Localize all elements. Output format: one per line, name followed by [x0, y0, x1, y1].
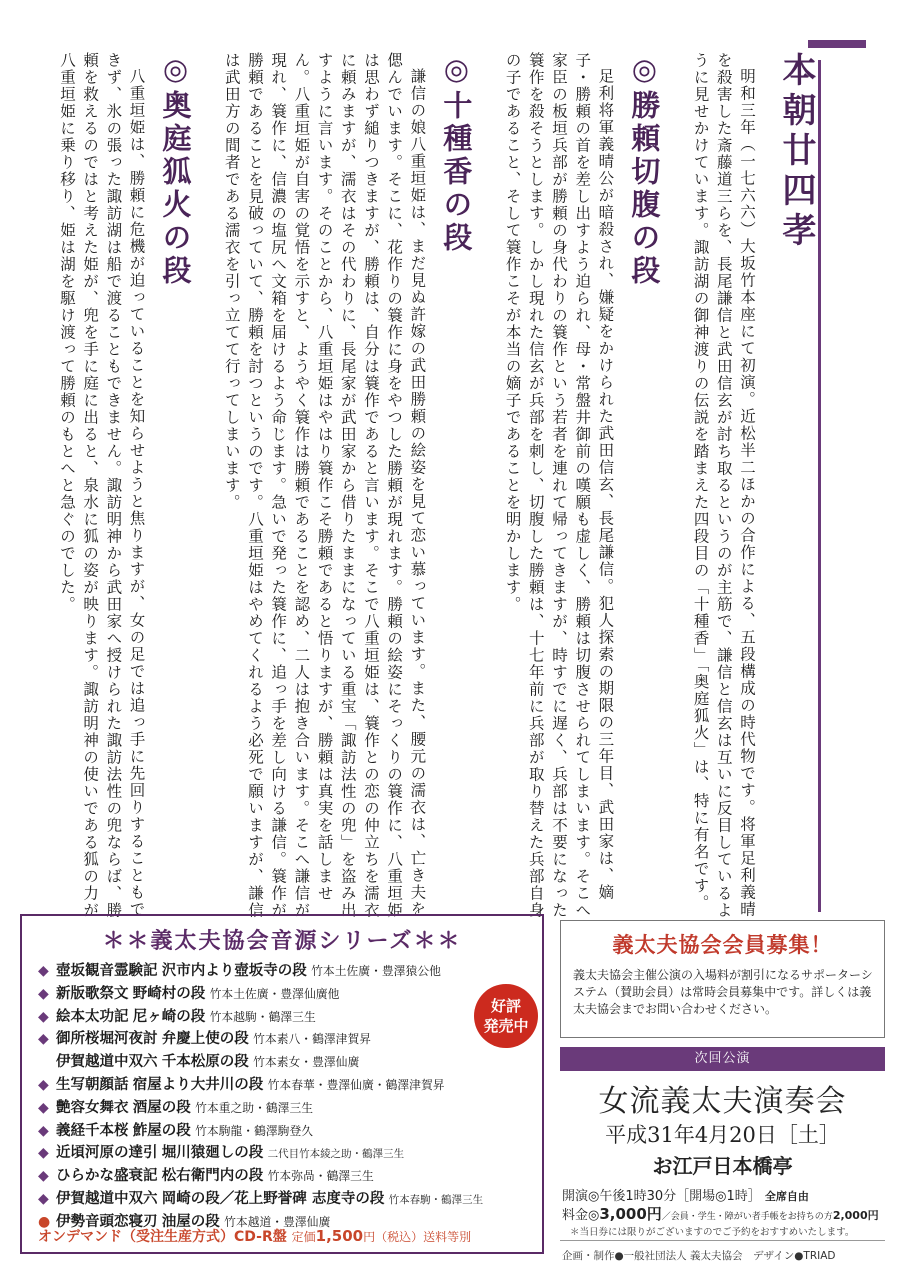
series-item-scene: 尼ヶ崎の段	[132, 1008, 206, 1025]
series-item	[38, 983, 542, 1006]
diamond-icon: ◆	[38, 1076, 49, 1093]
series-item	[38, 1120, 542, 1143]
series-item-performers: 竹本越駒・鶴澤三生	[209, 1009, 316, 1024]
diamond-icon: ◆	[38, 1008, 49, 1025]
series-item	[38, 1142, 542, 1165]
series-item-scene: 沢市内より壺坂寺の段	[161, 963, 307, 979]
ondemand-label: オンデマンド（受注生産方式）CD-R盤	[38, 1229, 287, 1245]
series-item-scene: 油屋の段	[161, 1213, 220, 1230]
diamond-icon: ◆	[38, 1122, 49, 1139]
section-heading-jusshuko: ◎十種香の段	[439, 52, 474, 255]
section-text-jusshuko: 謙信の娘八重垣姫は、まだ見ぬ許嫁の武田勝頼の絵姿を見て恋い慕っています。また、腰元の濡衣は、亡き夫を偲んでいます。そこに、花作りの簑作に身をやつした勝頼が現れます。勝頼の絵姿にそっくりの簑作に、八重垣姫は思わず縋りつきますが、勝頼は、自分は簑作であると言います。そこで八重垣姫は、簑作との恋の仲立ちを濡衣に頼みますが、濡衣はその代わりに、長尾家が武田家から借りたままになっている重宝「諏訪法性の兜」を盗み出すように言います。そのことから、八重垣姫はやはり簑作こそ勝頼であると悟りますが、勝頼は真実を話しません。八重垣姫が自害の覚悟を示すと、ようやく簑作は勝頼であることを認め、二人は抱き合います。そこへ謙信が現れ、簑作に、信濃の塩尻へ文箱を届けるよう命じます。急いで発った簑作に、追っ手を差し向ける謙信。簑作が勝頼であることを見破っていて、勝頼を討つというのです。八重垣姫はやめてくれるよう必死で願いますが、謙信は武田方の間者である濡衣を引っ立てて行ってしまいます。	[222, 52, 427, 919]
series-item	[38, 1074, 542, 1097]
diamond-icon: ◆	[38, 985, 49, 1002]
series-item-title: 艶容女舞衣	[56, 1099, 129, 1116]
series-item	[38, 1051, 542, 1074]
badge-line2: 発売中	[483, 1017, 529, 1035]
next-performance-title: 女流義太夫演奏会	[598, 1084, 847, 1119]
series-item-title: 壺坂観音霊験記	[56, 963, 158, 979]
series-item	[38, 1097, 542, 1120]
series-item	[38, 1165, 542, 1188]
member-body: 義太夫協会主催公演の入場料が割引になるサポーターシステム（賛助会員）は常時会員募集中です。詳しくは義太夫協会までお問い合わせください。	[573, 968, 873, 1016]
series-item-scene: 弁慶上使の段	[161, 1031, 249, 1048]
series-title: ＊＊義太夫協会音源シリーズ＊＊	[102, 929, 462, 954]
series-item-title: 伊賀越道中双六	[56, 1054, 158, 1071]
series-item-title: 生写朝顔話	[56, 1076, 129, 1093]
free-seat: 全席自由	[764, 1190, 809, 1203]
series-item-performers: 竹本重之助・鶴澤三生	[195, 1100, 314, 1115]
next-performance-venue: お江戸日本橋亭	[652, 1154, 793, 1178]
series-box	[20, 914, 544, 1254]
next-performance-open	[562, 1185, 892, 1204]
series-item-performers: 竹本土佐廣・豊澤仙廣他	[209, 986, 340, 1001]
article	[20, 52, 820, 932]
ondemand-line	[38, 1226, 471, 1246]
series-item	[38, 960, 542, 983]
series-item-title: 義経千本桜	[56, 1122, 129, 1139]
price-main: 3,000円	[599, 1205, 662, 1223]
open-time: 開演◎午後1時30分［開場◎1時］	[562, 1189, 761, 1204]
series-item-performers: 竹本駒龍・鶴澤駒登久	[195, 1123, 314, 1138]
section-gap	[670, 52, 688, 932]
diamond-icon: ◆	[38, 1099, 49, 1116]
price-label: 料金◎	[562, 1208, 600, 1223]
circle-bullet-icon: ●	[38, 1213, 51, 1230]
section-heading-katsuyori: ◎勝頼切腹の段	[627, 52, 662, 288]
diamond-icon: ◆	[38, 1190, 49, 1207]
title-top-rule	[808, 40, 866, 48]
next-performance-label: 次回公演	[560, 1047, 885, 1071]
price-prefix: 定価	[291, 1230, 316, 1244]
series-item	[38, 1028, 542, 1051]
series-list	[22, 960, 542, 1234]
series-item-performers: 竹本素八・鶴澤津賀昇	[253, 1032, 372, 1047]
price-note: ／会員・学生・障がい者手帳をお持ちの方	[661, 1212, 833, 1222]
next-performance-date: 平成31年4月20日［土］	[605, 1123, 840, 1147]
price-amount: 1,500	[315, 1227, 364, 1245]
diamond-icon: ◆	[38, 1031, 49, 1048]
series-item-performers: 竹本春駒・鶴澤三生	[388, 1193, 484, 1206]
series-item-scene: 酒屋の段	[132, 1099, 191, 1116]
credit: 企画・制作●一般社団法人 義太夫協会 デザイン●TRIAD	[562, 1250, 836, 1262]
series-item-performers: 竹本弥咼・鶴澤三生	[267, 1169, 374, 1184]
series-item-scene: 宿屋より大井川の段	[132, 1076, 264, 1093]
series-item-performers: 竹本素女・豊澤仙廣	[253, 1055, 360, 1070]
price-suffix: 円（税込）送料等別	[363, 1230, 472, 1244]
series-item-title: 伊勢音頭恋寝刃	[56, 1213, 158, 1230]
diamond-icon: ◆	[38, 963, 49, 979]
section-gap	[482, 52, 500, 932]
price-sub: 2,000円	[832, 1209, 879, 1222]
credit-divider	[560, 1240, 885, 1241]
series-item-performers: 竹本春華・豊澤仙廣・鶴澤津賀昇	[267, 1077, 445, 1092]
series-item-scene: 堀川猿廻しの段	[161, 1145, 264, 1162]
next-performance-price	[562, 1203, 892, 1224]
series-item	[38, 1188, 542, 1211]
series-item	[38, 1006, 542, 1029]
diamond-icon: ◆	[38, 1145, 49, 1162]
series-item-title: 近頃河原の達引	[56, 1145, 158, 1162]
series-item-performers: 二代目竹本綾之助・鶴澤三生	[267, 1148, 405, 1161]
series-item-scene: 岡崎の段／花上野誉碑 志度寺の段	[161, 1190, 385, 1207]
member-box	[560, 920, 885, 1038]
series-item-scene: 野崎村の段	[132, 985, 206, 1002]
series-item-scene: 鮓屋の段	[132, 1122, 191, 1139]
diamond-icon: ◆	[38, 1168, 49, 1185]
series-item-performers: 竹本越道・豊澤仙廣	[224, 1214, 331, 1229]
series-item-title: 御所桜堀河夜討	[56, 1031, 158, 1048]
section-text-katsuyori: 足利将軍義晴公が暗殺され、嫌疑をかけられた武田信玄、長尾謙信。犯人探索の期限の三年目、武田家は、嫡子・勝頼の首を差し出すよう迫られ、母・常盤井御前の嘆願も虚しく、勝頼は切腹させられてしまいます。そこへ家臣の板垣兵部が勝頼の身代わりの簑作という若者を連れて帰ってきますが、時すでに遅く、兵部は不要になった簑作を殺そうとします。しかし現れた信玄が兵部を刺し、切腹した勝頼は、十七年前に兵部が取り替えた兵部自身の子であること、そして簑作こそが本当の嫡子であることを明かします。	[503, 52, 615, 919]
member-title: 義太夫協会会員募集！	[612, 933, 833, 957]
on-sale-badge	[474, 984, 538, 1048]
series-item-title: ひらかな盛衰記	[56, 1168, 158, 1185]
series-item-performers: 竹本土佐廣・豊澤猿公他	[311, 964, 441, 978]
series-item-scene: 松右衛門内の段	[161, 1168, 264, 1185]
series-item-title: 伊賀越道中双六	[56, 1190, 158, 1207]
ticket-note: ＊当日券には限りがございますのでご予約をおすすめいたします。	[570, 1227, 855, 1238]
series-item-scene: 千本松原の段	[161, 1054, 249, 1071]
series-item-title: 絵本太功記	[56, 1008, 129, 1025]
section-gap	[202, 52, 220, 932]
badge-line1: 好評	[490, 997, 521, 1015]
article-intro: 明和三年（一七六六）大坂竹本座にて初演。近松半二ほかの合作による、五段構成の時代物です。将軍足利義晴を殺害した斎藤道三らを、長尾謙信と武田信玄が討ち取るというのが主筋で、謙信と信玄は互いに反目しているように見せかけています。諏訪湖の御神渡りの伝説を踏まえた四段目の「十種香」「奥庭狐火」は、特に有名です。	[691, 52, 756, 919]
section-heading-okuniwa: ◎奥庭狐火の段	[158, 52, 193, 288]
series-item-title: 新版歌祭文	[56, 985, 129, 1002]
article-title: 本朝廿四孝	[776, 52, 816, 252]
section-text-okuniwa: 八重垣姫は、勝頼に危機が迫っていることを知らせようと焦りますが、女の足では追っ手に先回りすることもできず、氷の張った諏訪湖は船で渡ることもできません。諏訪明神から武田家へ授けられた諏訪法性の兜ならば、勝頼を救えるのではと考えた姫が、兜を手に庭に出ると、泉水に狐の姿が映ります。諏訪明神の使いである狐の力が八重垣姫に乗り移り、姫は湖を駆け渡って勝頼のもとへと急ぐのでした。	[57, 52, 146, 919]
price-line	[291, 1227, 472, 1245]
